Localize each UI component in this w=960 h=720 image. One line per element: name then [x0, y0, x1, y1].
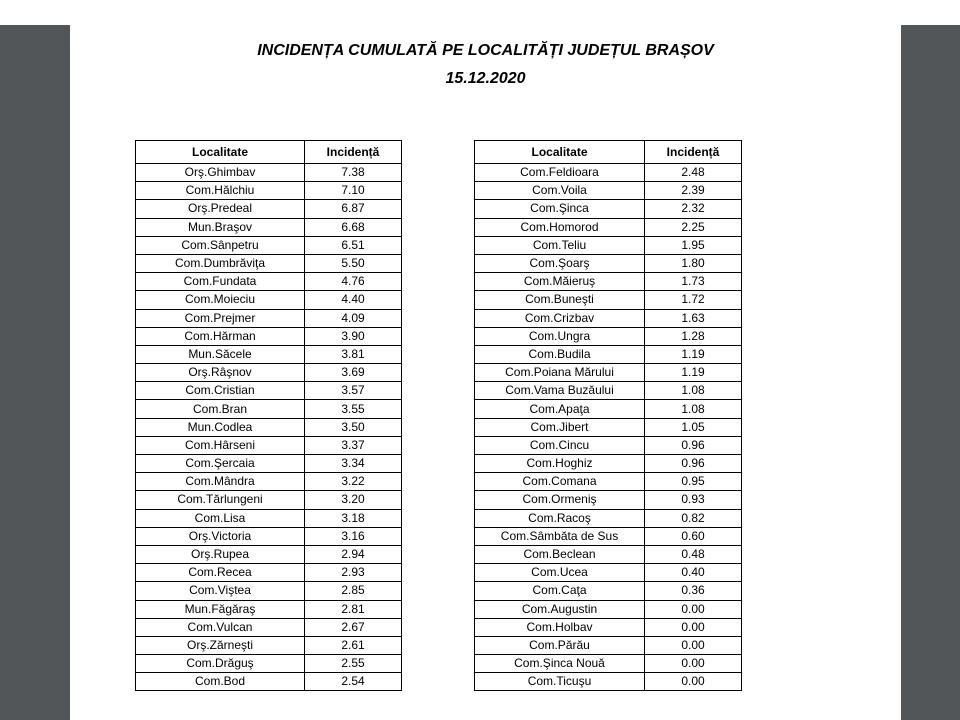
table-row: [136, 655, 402, 673]
locality-cell: Com.Vama Buzăului: [475, 382, 645, 400]
locality-cell: Com.Ormeniş: [475, 491, 645, 509]
incidence-cell: 0.48: [645, 545, 742, 563]
incidence-cell: 2.94: [305, 545, 402, 563]
table-row: [475, 418, 742, 436]
table-row: [136, 236, 402, 254]
incidence-cell: 1.63: [645, 309, 742, 327]
incidence-cell: 0.40: [645, 564, 742, 582]
incidence-cell: 3.37: [305, 436, 402, 454]
table-row: [475, 527, 742, 545]
incidence-cell: 2.81: [305, 600, 402, 618]
locality-cell: Com.Şercaia: [136, 455, 305, 473]
locality-cell: Com.Moieciu: [136, 291, 305, 309]
table-header-row: [475, 141, 742, 164]
table-row: [136, 309, 402, 327]
locality-cell: Com.Şinca Nouă: [475, 655, 645, 673]
incidence-cell: 3.55: [305, 400, 402, 418]
document-date: 15.12.2020: [445, 70, 526, 87]
table-row: [136, 254, 402, 272]
table-row: [136, 200, 402, 218]
incidence-cell: 2.85: [305, 582, 402, 600]
table-row: [136, 418, 402, 436]
incidence-cell: 2.39: [645, 182, 742, 200]
table-row: [475, 218, 742, 236]
incidence-cell: 0.36: [645, 582, 742, 600]
incidence-cell: 0.00: [645, 600, 742, 618]
incidence-cell: 0.00: [645, 655, 742, 673]
locality-cell: Com.Beclean: [475, 545, 645, 563]
locality-cell: Com.Fundata: [136, 273, 305, 291]
table-row: [475, 309, 742, 327]
table-row: [136, 291, 402, 309]
incidence-cell: 4.09: [305, 309, 402, 327]
column-header-locality: Localitate: [475, 141, 645, 164]
locality-cell: Com.Şinca: [475, 200, 645, 218]
incidence-cell: 1.95: [645, 236, 742, 254]
incidence-cell: 2.67: [305, 618, 402, 636]
document-title: INCIDENȚA CUMULATĂ PE LOCALITĂȚI JUDEȚUL BRAȘOV: [257, 42, 714, 59]
locality-cell: Orş.Predeal: [136, 200, 305, 218]
incidence-cell: 1.19: [645, 364, 742, 382]
table-row: [136, 436, 402, 454]
table-row: [136, 164, 402, 182]
table-row: [475, 545, 742, 563]
table-row: [475, 509, 742, 527]
table-row: [475, 400, 742, 418]
locality-cell: Com.Ungra: [475, 327, 645, 345]
column-header-incidence: Incidență: [645, 141, 742, 164]
table-row: [136, 618, 402, 636]
table-row: [136, 491, 402, 509]
incidence-cell: 2.48: [645, 164, 742, 182]
column-header-locality: Localitate: [136, 141, 305, 164]
table-row: [475, 636, 742, 654]
incidence-cell: 0.00: [645, 673, 742, 691]
table-row: [136, 564, 402, 582]
locality-cell: Orş.Rupea: [136, 545, 305, 563]
table-row: [475, 364, 742, 382]
table-row: [136, 327, 402, 345]
locality-cell: Com.Drăguş: [136, 655, 305, 673]
incidence-cell: 2.55: [305, 655, 402, 673]
locality-cell: Com.Voila: [475, 182, 645, 200]
locality-cell: Orş.Victoria: [136, 527, 305, 545]
incidence-cell: 3.50: [305, 418, 402, 436]
locality-cell: Com.Augustin: [475, 600, 645, 618]
table-row: [136, 345, 402, 363]
incidence-cell: 7.38: [305, 164, 402, 182]
incidence-cell: 4.40: [305, 291, 402, 309]
viewer-background-right: [901, 25, 960, 720]
table-row: [475, 673, 742, 691]
incidence-table-right: [474, 140, 742, 691]
table-row: [136, 509, 402, 527]
incidence-cell: 4.76: [305, 273, 402, 291]
table-row: [475, 600, 742, 618]
locality-cell: Mun.Săcele: [136, 345, 305, 363]
table-row: [475, 382, 742, 400]
table-row: [136, 182, 402, 200]
table-row: [136, 673, 402, 691]
incidence-cell: 6.68: [305, 218, 402, 236]
column-header-incidence: Incidență: [305, 141, 402, 164]
table-row: [475, 491, 742, 509]
incidence-cell: 3.22: [305, 473, 402, 491]
incidence-cell: 1.80: [645, 254, 742, 272]
incidence-cell: 3.34: [305, 455, 402, 473]
locality-cell: Mun.Făgăraş: [136, 600, 305, 618]
incidence-cell: 3.18: [305, 509, 402, 527]
table-row: [475, 564, 742, 582]
locality-cell: Com.Jibert: [475, 418, 645, 436]
incidence-table-left: [135, 140, 402, 691]
incidence-cell: 5.50: [305, 254, 402, 272]
locality-cell: Com.Racoş: [475, 509, 645, 527]
table-row: [475, 164, 742, 182]
incidence-cell: 6.51: [305, 236, 402, 254]
locality-cell: Com.Comana: [475, 473, 645, 491]
table-row: [475, 200, 742, 218]
table-row: [475, 254, 742, 272]
table-row: [136, 636, 402, 654]
incidence-cell: 2.93: [305, 564, 402, 582]
locality-cell: Com.Hoghiz: [475, 455, 645, 473]
table-row: [475, 236, 742, 254]
table-row: [475, 655, 742, 673]
locality-cell: Com.Vulcan: [136, 618, 305, 636]
locality-cell: Com.Sâmbăta de Sus: [475, 527, 645, 545]
incidence-cell: 1.28: [645, 327, 742, 345]
locality-cell: Com.Sânpetru: [136, 236, 305, 254]
incidence-cell: 1.08: [645, 400, 742, 418]
locality-cell: Com.Mândra: [136, 473, 305, 491]
locality-cell: Mun.Braşov: [136, 218, 305, 236]
incidence-cell: 3.57: [305, 382, 402, 400]
table-row: [136, 545, 402, 563]
table-row: [475, 327, 742, 345]
incidence-cell: 2.61: [305, 636, 402, 654]
locality-cell: Com.Viştea: [136, 582, 305, 600]
locality-cell: Com.Cincu: [475, 436, 645, 454]
locality-cell: Com.Ticuşu: [475, 673, 645, 691]
table-row: [136, 364, 402, 382]
locality-cell: Com.Măieruş: [475, 273, 645, 291]
locality-cell: Com.Cristian: [136, 382, 305, 400]
table-row: [136, 400, 402, 418]
locality-cell: Com.Holbav: [475, 618, 645, 636]
locality-cell: Com.Poiana Mărului: [475, 364, 645, 382]
incidence-cell: 6.87: [305, 200, 402, 218]
locality-cell: Com.Şoarş: [475, 254, 645, 272]
table-row: [136, 218, 402, 236]
locality-cell: Com.Bod: [136, 673, 305, 691]
table-row: [475, 291, 742, 309]
table-row: [136, 455, 402, 473]
locality-cell: Com.Tărlungeni: [136, 491, 305, 509]
locality-cell: Com.Ucea: [475, 564, 645, 582]
locality-cell: Orş.Zărneşti: [136, 636, 305, 654]
locality-cell: Com.Prejmer: [136, 309, 305, 327]
table-row: [475, 455, 742, 473]
incidence-cell: 2.54: [305, 673, 402, 691]
table-row: [136, 382, 402, 400]
locality-cell: Com.Hărman: [136, 327, 305, 345]
locality-cell: Com.Feldioara: [475, 164, 645, 182]
locality-cell: Com.Părău: [475, 636, 645, 654]
table-row: [475, 436, 742, 454]
viewer-background-left: [0, 25, 70, 720]
locality-cell: Mun.Codlea: [136, 418, 305, 436]
incidence-cell: 3.20: [305, 491, 402, 509]
locality-cell: Com.Apaţa: [475, 400, 645, 418]
locality-cell: Com.Buneşti: [475, 291, 645, 309]
locality-cell: Com.Crizbav: [475, 309, 645, 327]
incidence-cell: 0.82: [645, 509, 742, 527]
locality-cell: Com.Teliu: [475, 236, 645, 254]
table-row: [475, 618, 742, 636]
locality-cell: Com.Hârseni: [136, 436, 305, 454]
table-row: [475, 345, 742, 363]
incidence-cell: 0.93: [645, 491, 742, 509]
incidence-cell: 0.95: [645, 473, 742, 491]
incidence-cell: 0.96: [645, 455, 742, 473]
locality-cell: Com.Bran: [136, 400, 305, 418]
table-row: [136, 273, 402, 291]
locality-cell: Orş.Râşnov: [136, 364, 305, 382]
incidence-cell: 0.60: [645, 527, 742, 545]
incidence-cell: 3.16: [305, 527, 402, 545]
incidence-cell: 1.73: [645, 273, 742, 291]
table-header-row: [136, 141, 402, 164]
incidence-cell: 3.90: [305, 327, 402, 345]
table-row: [136, 600, 402, 618]
locality-cell: Com.Dumbrăviţa: [136, 254, 305, 272]
incidence-cell: 1.05: [645, 418, 742, 436]
incidence-cell: 0.00: [645, 636, 742, 654]
incidence-cell: 0.96: [645, 436, 742, 454]
incidence-cell: 2.25: [645, 218, 742, 236]
locality-cell: Com.Lisa: [136, 509, 305, 527]
incidence-cell: 3.81: [305, 345, 402, 363]
locality-cell: Com.Homorod: [475, 218, 645, 236]
table-row: [136, 582, 402, 600]
locality-cell: Orş.Ghimbav: [136, 164, 305, 182]
table-row: [475, 473, 742, 491]
locality-cell: Com.Budila: [475, 345, 645, 363]
locality-cell: Com.Caţa: [475, 582, 645, 600]
table-row: [475, 182, 742, 200]
locality-cell: Com.Recea: [136, 564, 305, 582]
incidence-cell: 3.69: [305, 364, 402, 382]
incidence-cell: 2.32: [645, 200, 742, 218]
table-row: [136, 473, 402, 491]
incidence-cell: 1.72: [645, 291, 742, 309]
table-row: [475, 273, 742, 291]
incidence-cell: 7.10: [305, 182, 402, 200]
incidence-cell: 1.08: [645, 382, 742, 400]
incidence-cell: 1.19: [645, 345, 742, 363]
incidence-cell: 0.00: [645, 618, 742, 636]
locality-cell: Com.Hălchiu: [136, 182, 305, 200]
table-row: [475, 582, 742, 600]
table-row: [136, 527, 402, 545]
